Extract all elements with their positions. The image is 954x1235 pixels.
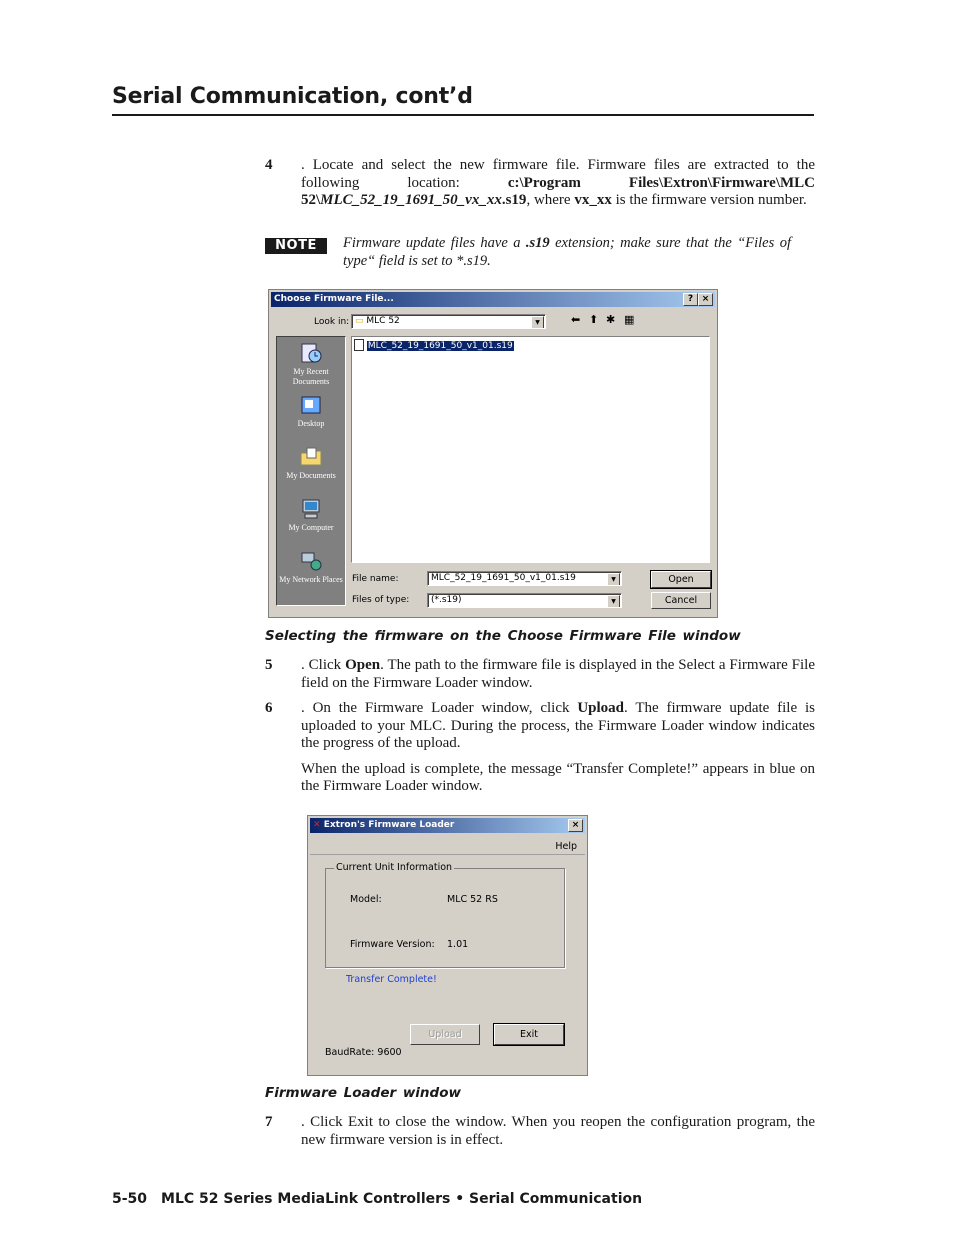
places-bar — [276, 336, 346, 606]
place-my-computer[interactable]: My Computer — [277, 497, 345, 533]
transfer-status: Transfer Complete! — [346, 974, 437, 985]
place-desktop[interactable]: Desktop — [277, 393, 345, 429]
firmware-loader-dialog — [307, 815, 588, 1076]
unit-info-group — [325, 862, 565, 968]
open-button[interactable]: Open — [651, 571, 711, 588]
page-heading: Serial Communication, cont’d — [112, 84, 473, 109]
figure-caption: Selecting the firmware on the Choose Firmware File window — [265, 628, 741, 644]
model-value: MLC 52 RS — [447, 894, 498, 905]
note-badge: NOTE — [265, 238, 327, 254]
page-number: 5-50 — [112, 1191, 148, 1207]
look-in-select[interactable]: ▭ MLC 52 ▼ — [351, 314, 546, 329]
file-name-label: File name: — [352, 574, 399, 584]
baud-rate: BaudRate: 9600 — [325, 1047, 402, 1058]
desktop-icon — [299, 393, 323, 417]
chevron-down-icon[interactable]: ▼ — [607, 573, 620, 586]
close-button[interactable]: × — [568, 819, 583, 832]
step-6: 6 . On the Firmware Loader window, click Upload. The firmware update file is uploaded to your MLC. During the process, the Firmware Loader window indicates the progress of the upload. When the upload is complete, the message “Transfer Complete!” appears in blue on the Firmware Loader window. — [265, 700, 815, 794]
view-menu-icon[interactable]: ▦ — [624, 313, 635, 326]
files-of-type-select[interactable]: (*.s19) ▼ — [427, 593, 622, 608]
file-list — [351, 336, 710, 563]
group-title: Current Unit Information — [336, 862, 453, 873]
page-footer — [112, 1191, 642, 1207]
dialog-titlebar: ✕ Extron's Firmware Loader × — [310, 818, 585, 833]
menu-help[interactable]: Help — [555, 841, 577, 852]
files-of-type-label: Files of type: — [352, 595, 410, 605]
place-my-network[interactable]: My Network Places — [277, 549, 345, 585]
extron-icon: ✕ — [313, 820, 321, 830]
my-network-icon — [299, 549, 323, 573]
step-number: 4 — [265, 157, 273, 173]
cancel-button[interactable]: Cancel — [651, 592, 711, 609]
heading-rule — [112, 114, 814, 116]
upload-button[interactable]: Upload — [410, 1024, 480, 1045]
menu-bar — [310, 838, 585, 855]
new-folder-icon[interactable]: ✱ — [606, 313, 616, 326]
firmware-path: c:\Program Files\Extron\Firmware\MLC 52\ — [301, 174, 815, 208]
exit-button[interactable]: Exit — [494, 1024, 564, 1045]
chevron-down-icon[interactable]: ▼ — [531, 316, 544, 329]
list-item[interactable]: MLC_52_19_1691_50_v1_01.s19 — [354, 339, 514, 352]
up-folder-icon[interactable]: ⬆ — [589, 313, 599, 326]
look-in-label: Look in: — [314, 317, 350, 327]
chevron-down-icon[interactable]: ▼ — [607, 595, 620, 608]
my-documents-icon — [299, 445, 323, 469]
step-4: 4 . Locate and select the new firmware file. Firmware files are extracted to the following location: c:\Program Files\Extron\Firmware\MLC 52\MLC_52_19_1691_50_vx_xx.s19, where vx_xx is the firmware version number. — [265, 157, 815, 208]
dialog-titlebar: Choose Firmware File... ? × — [271, 292, 715, 307]
file-icon — [354, 339, 364, 351]
folder-icon: ▭ — [355, 316, 364, 326]
step-5: 5 . Click Open. The path to the firmware file is displayed in the Select a Firmware File field on the Firmware Loader window. — [265, 657, 815, 691]
firmware-version-label: Firmware Version: — [350, 939, 435, 950]
firmware-version-value: 1.01 — [447, 939, 469, 950]
help-button[interactable]: ? — [683, 293, 698, 306]
back-icon[interactable]: ⬅ — [571, 313, 581, 326]
recent-documents-icon — [299, 341, 323, 365]
my-computer-icon — [299, 497, 323, 521]
step-7: 7 . Click Exit to close the window. When you reopen the configuration program, the new firmware version is in effect. — [265, 1114, 815, 1148]
model-label: Model: — [350, 894, 382, 905]
figure-caption: Firmware Loader window — [265, 1085, 461, 1101]
footer-text: MLC 52 Series MediaLink Controllers • Serial Communication — [161, 1191, 643, 1207]
place-my-documents[interactable]: My Documents — [277, 445, 345, 481]
note-text: Firmware update files have a .s19 extension; make sure that the “Files of type“ field is set to *.s19. — [343, 235, 791, 269]
close-button[interactable]: × — [698, 293, 713, 306]
place-recent-documents[interactable]: My Recent Documents — [277, 341, 345, 387]
file-name-input[interactable]: MLC_52_19_1691_50_v1_01.s19 ▼ — [427, 571, 622, 586]
